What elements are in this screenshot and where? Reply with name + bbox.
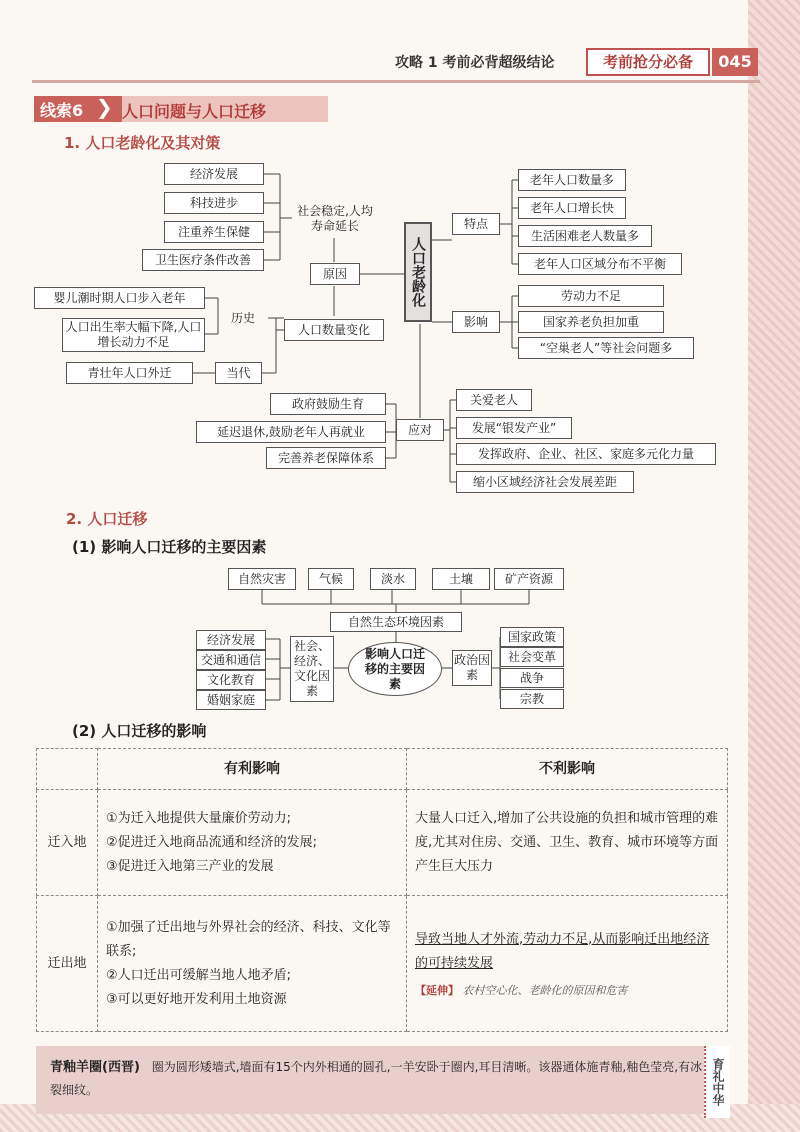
part2-heading: 2. 人口迁移 — [66, 510, 148, 528]
response-right-box: 缩小区域经济社会发展差距 — [456, 471, 634, 493]
features-box: 特点 — [452, 213, 500, 235]
political-factor-box: 战争 — [500, 668, 564, 688]
extension-tag: 【延伸】 — [415, 983, 459, 997]
social-factor-box: 经济发展 — [196, 630, 266, 650]
history-label: 历史 — [230, 310, 255, 325]
natural-factor-box: 自然灾害 — [228, 568, 296, 590]
feature-box: 老年人口数量多 — [518, 169, 626, 191]
impact-box: 影响 — [452, 311, 500, 333]
reason-box: 卫生医疗条件改善 — [142, 249, 264, 271]
footer-text: 圈为圆形矮墙式,墙面有15个内外相通的圆孔,一羊安卧于圈内,耳目清晰。该器通体施青釉,釉色莹亮,有冰裂细纹。 — [50, 1060, 703, 1097]
row-label-out: 迁出地 — [37, 896, 98, 1032]
response-right-box: 发展“银发产业” — [456, 417, 572, 439]
political-label-box: 政治因素 — [452, 650, 492, 686]
row-label-in: 迁入地 — [37, 790, 98, 896]
social-factor-box: 交通和通信 — [196, 650, 266, 670]
table-row — [37, 896, 728, 1032]
political-factor-box: 国家政策 — [500, 627, 564, 647]
reason-box: 注重养生保健 — [164, 221, 264, 243]
extension-note — [415, 982, 719, 1000]
out-negative-text: 导致当地人才外流,劳动力不足,从而影响迁出地经济的可持续发展 — [415, 931, 710, 971]
response-left-box: 延迟退休,鼓励老年人再就业 — [196, 421, 386, 443]
migration-center-ellipse: 影响人口迁移的主要因素 — [348, 642, 442, 696]
social-stable-label: 社会稳定,人均寿命延长 — [297, 204, 373, 233]
header-section-box: 考前抢分必备 — [586, 48, 710, 76]
social-factor-box: 文化教育 — [196, 670, 266, 690]
footer-badge: 育礼中华 — [704, 1046, 730, 1118]
decorative-right-band — [748, 0, 800, 1132]
response-right-box: 发挥政府、企业、社区、家庭多元化力量 — [456, 443, 716, 465]
out-positive-item: ②人口迁出可缓解当地人地矛盾; — [106, 967, 292, 983]
migration-impact-table — [36, 748, 728, 1032]
part2-sub1: (1) 影响人口迁移的主要因素 — [72, 538, 267, 556]
cause-box: 原因 — [310, 263, 360, 285]
out-positive-cell — [98, 896, 407, 1032]
footer-box — [36, 1046, 724, 1114]
in-positive-cell — [98, 790, 407, 896]
header-rule — [32, 80, 760, 83]
contemporary-item-box: 青壮年人口外迁 — [66, 362, 193, 384]
response-right-box: 关爱老人 — [456, 389, 532, 411]
extension-text: 农村空心化、老龄化的原因和危害 — [462, 983, 628, 997]
natural-factor-box: 土壤 — [432, 568, 490, 590]
feature-box: 老年人口区域分布不平衡 — [518, 253, 682, 275]
header-guide: 攻略 1 考前必背超级结论 — [395, 55, 555, 71]
impact-item-box: 劳动力不足 — [518, 285, 664, 307]
impact-item-box: 国家养老负担加重 — [518, 311, 664, 333]
chevron-right-icon: ❯ — [96, 95, 113, 119]
response-left-box: 完善养老保障体系 — [266, 447, 386, 469]
table-header-row — [37, 749, 728, 790]
footer-title: 青釉羊圈(西晋) — [50, 1060, 140, 1075]
out-negative-cell — [407, 896, 728, 1032]
in-positive-item: ①为迁入地提供大量廉价劳动力; — [106, 810, 292, 826]
in-positive-item: ③促进迁入地第三产业的发展 — [106, 858, 274, 874]
natural-factor-box: 气候 — [308, 568, 354, 590]
page-number: 045 — [712, 48, 758, 76]
in-negative-cell: 大量人口迁入,增加了公共设施的负担和城市管理的难度,尤其对住房、交通、卫生、教育、城市环境等方面产生巨大压力 — [407, 790, 728, 896]
natural-label-box: 自然生态环境因素 — [330, 612, 462, 632]
response-left-box: 政府鼓励生育 — [270, 393, 386, 415]
reason-box: 科技进步 — [164, 192, 264, 214]
natural-factor-box: 矿产资源 — [494, 568, 564, 590]
political-factor-box: 宗教 — [500, 689, 564, 709]
section-tag: 线索6 — [40, 101, 84, 120]
feature-box: 老年人口增长快 — [518, 197, 626, 219]
pop-change-box: 人口数量变化 — [284, 319, 384, 341]
out-positive-item: ③可以更好地开发利用土地资源 — [106, 991, 287, 1007]
table-row — [37, 790, 728, 896]
political-factor-box: 社会变革 — [500, 647, 564, 667]
history-item-box: 人口出生率大幅下降,人口增长动力不足 — [62, 318, 205, 352]
out-positive-item: ①加强了迁出地与外界社会的经济、科技、文化等联系; — [106, 919, 391, 959]
impact-item-box: “空巢老人”等社会问题多 — [518, 337, 694, 359]
history-item-box: 婴儿潮时期人口步入老年 — [34, 287, 205, 309]
section-title: 人口问题与人口迁移 — [122, 102, 267, 121]
col-header-negative: 不利影响 — [407, 749, 728, 790]
part2-sub2: (2) 人口迁移的影响 — [72, 722, 207, 740]
social-factor-box: 婚姻家庭 — [196, 690, 266, 710]
contemporary-box: 当代 — [215, 362, 262, 384]
col-header-positive: 有利影响 — [98, 749, 407, 790]
reason-box: 经济发展 — [164, 163, 264, 185]
aging-center-box: 人口老龄化 — [404, 222, 432, 322]
social-label-box: 社会、经济、文化因素 — [290, 636, 334, 702]
part1-heading: 1. 人口老龄化及其对策 — [64, 134, 221, 152]
table-corner — [37, 749, 98, 790]
response-box: 应对 — [396, 419, 444, 441]
in-positive-item: ②促进迁入地商品流通和经济的发展; — [106, 834, 318, 850]
natural-factor-box: 淡水 — [370, 568, 416, 590]
feature-box: 生活困难老人数量多 — [518, 225, 652, 247]
